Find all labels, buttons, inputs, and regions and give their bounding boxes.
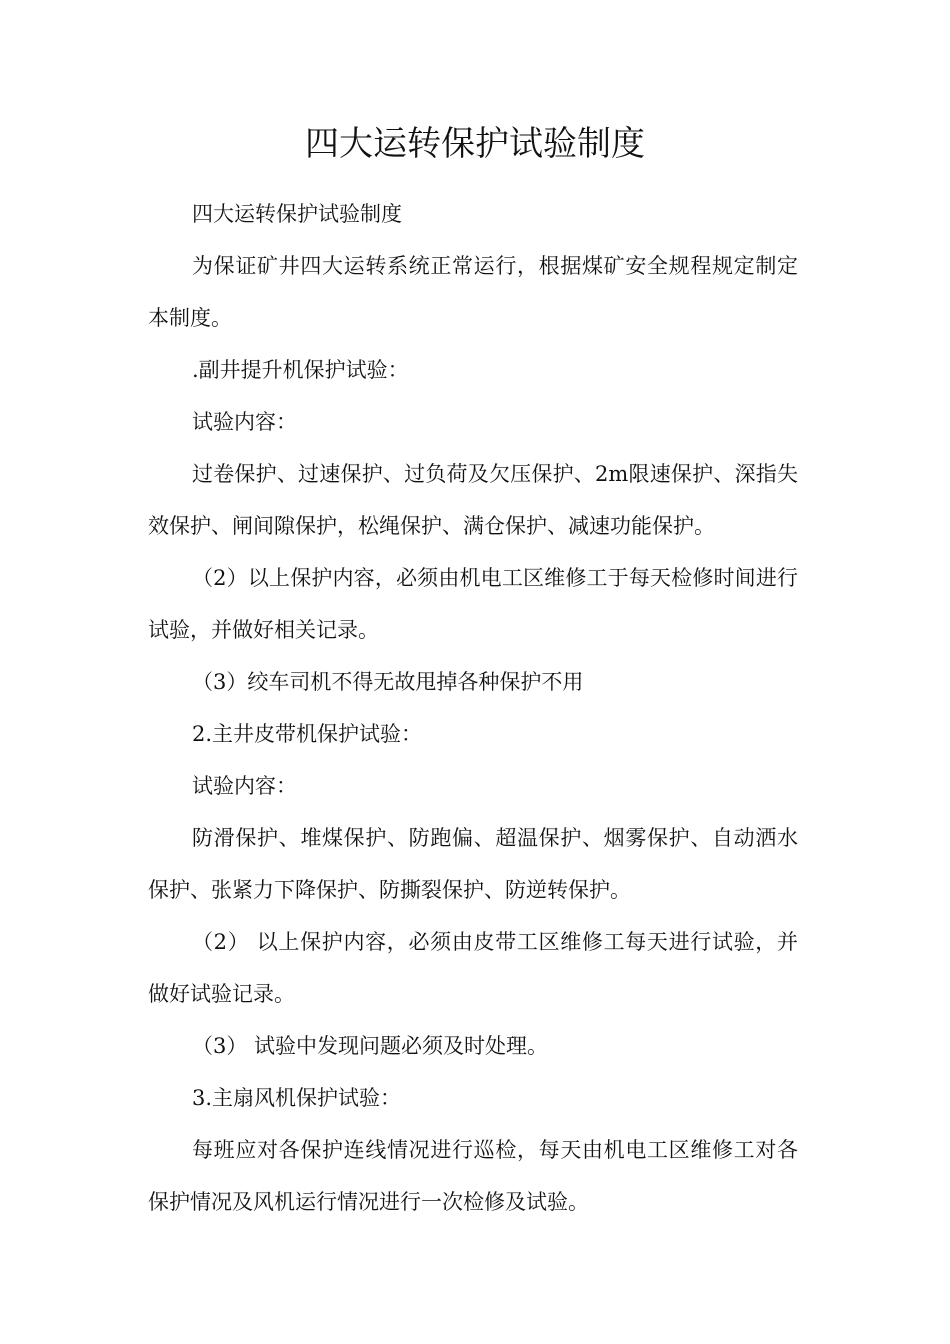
paragraph-belt-protections: 防滑保护、堆煤保护、防跑偏、超温保护、烟雾保护、自动洒水保护、张紧力下降保护、防撕裂保护、防逆转保护。 [148,826,798,902]
paragraph-hoist-item-3: （3）绞车司机不得无故甩掉各种保护不用 [192,670,584,694]
paragraph-fan-inspection: 每班应对各保护连线情况进行巡检，每天由机电工区维修工对各保护情况及风机运行情况进行一次检修及试验。 [148,1138,798,1214]
section-heading-fan: 3.主扇风机保护试验： [192,1086,402,1110]
paragraph-hoist-item-2: （2）以上保护内容，必须由机电工区维修工于每天检修时间进行试验，并做好相关记录。 [148,566,798,642]
paragraph-subtitle: 四大运转保护试验制度 [192,202,402,226]
paragraph-hoist-protections: 过卷保护、过速保护、过负荷及欠压保护、2m限速保护、深指失效保护、闸间隙保护，松绳保护、满仓保护、减速功能保护。 [148,462,798,538]
paragraph-intro: 为保证矿井四大运转系统正常运行，根据煤矿安全规程规定制定本制度。 [148,254,798,330]
label-test-content-2: 试验内容： [192,774,297,798]
paragraph-belt-item-2: （2） 以上保护内容，必须由皮带工区维修工每天进行试验，并做好试验记录。 [148,930,798,1006]
section-heading-belt: 2.主井皮带机保护试验： [192,722,423,746]
label-test-content-1: 试验内容： [192,410,297,434]
paragraph-belt-item-3: （3） 试验中发现问题必须及时处理。 [192,1034,549,1058]
document-title: 四大运转保护试验制度 [305,124,645,164]
document-body [148,188,798,1228]
section-heading-hoist: .副井提升机保护试验： [192,358,409,382]
